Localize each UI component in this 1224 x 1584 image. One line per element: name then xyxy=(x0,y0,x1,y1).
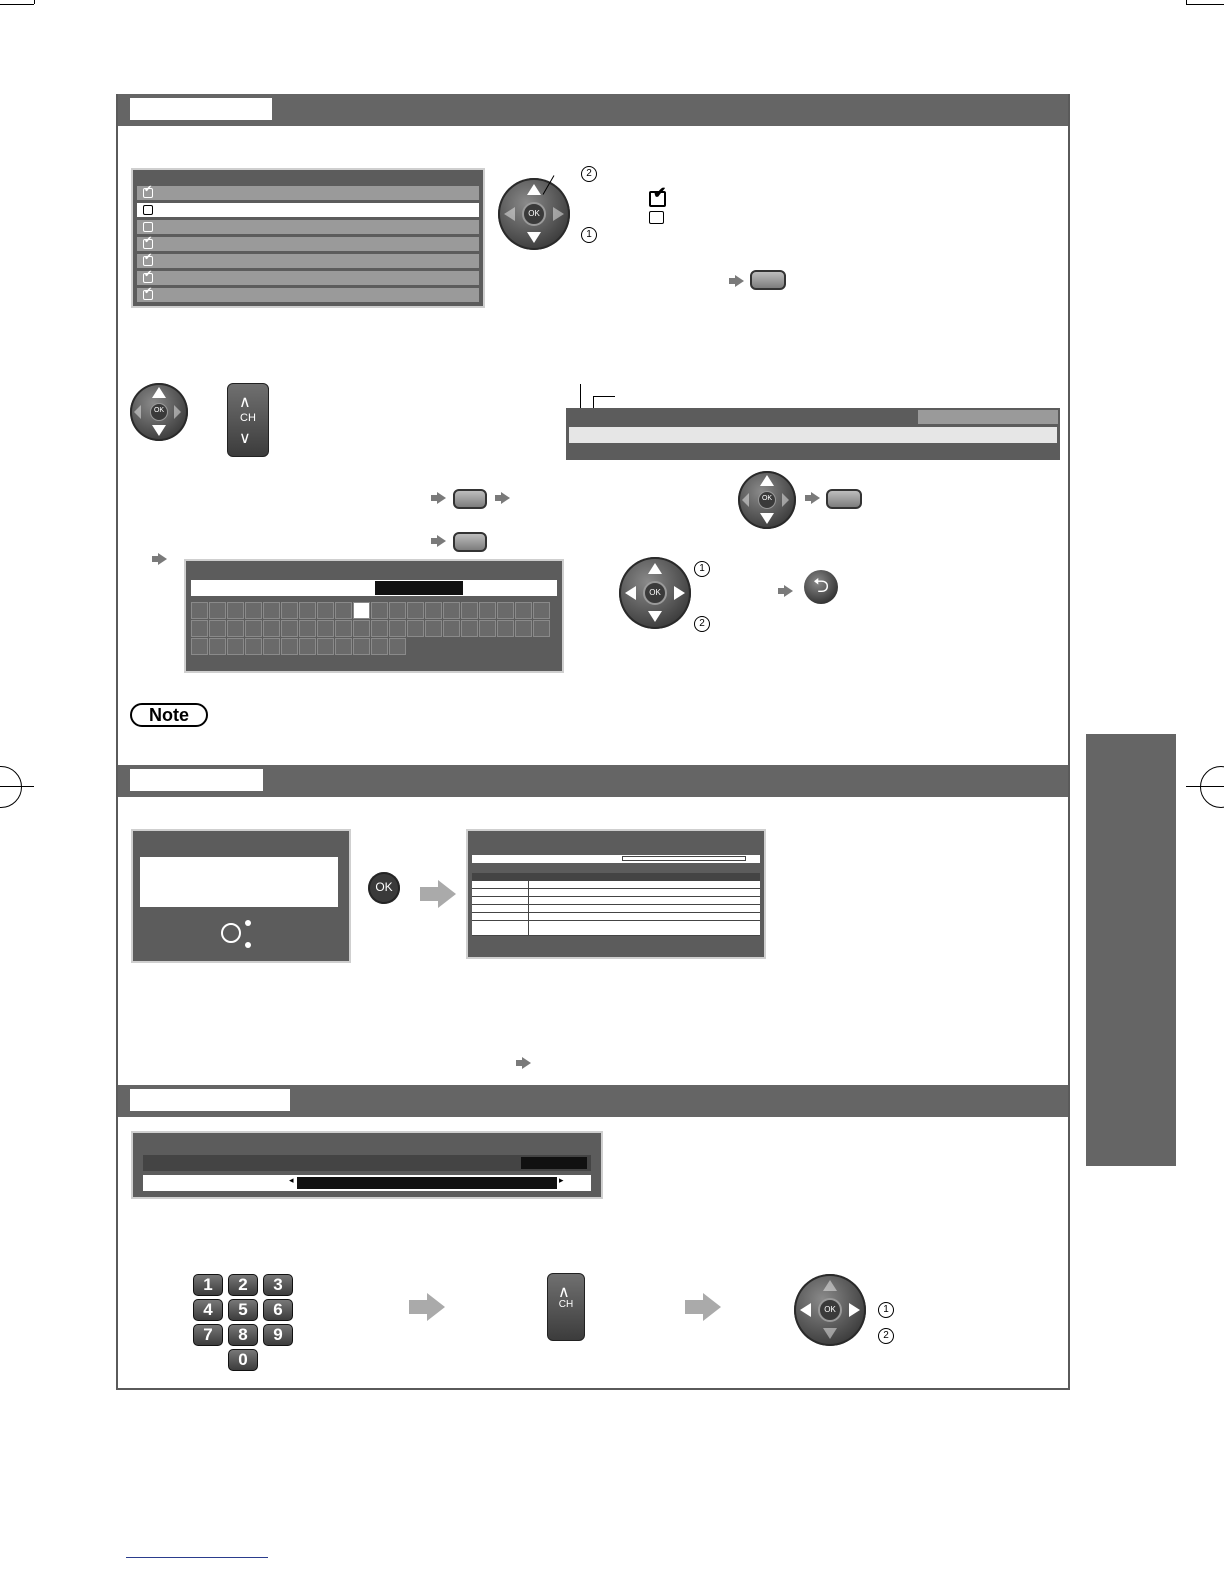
down-arrow-icon xyxy=(648,611,662,622)
character-cell[interactable] xyxy=(407,620,424,637)
character-cell[interactable] xyxy=(389,602,406,619)
character-cell[interactable] xyxy=(335,620,352,637)
section-band-1 xyxy=(118,94,1068,126)
big-arrow-icon xyxy=(703,1293,721,1321)
up-arrow-icon xyxy=(823,1280,837,1291)
ok-button[interactable]: OK xyxy=(818,1298,842,1322)
name-field xyxy=(191,580,557,596)
table-divider xyxy=(528,873,529,935)
ok-button[interactable]: OK xyxy=(369,873,399,903)
left-arrow-icon xyxy=(625,586,636,600)
number-key-0[interactable]: 0 xyxy=(228,1349,258,1371)
step-number: 2 xyxy=(694,616,710,632)
arrow-icon xyxy=(522,1057,531,1069)
arrow-icon xyxy=(437,492,446,504)
character-cell[interactable] xyxy=(245,620,262,637)
message-panel xyxy=(131,829,351,963)
character-cell[interactable] xyxy=(209,620,226,637)
selection-slider-value xyxy=(297,1177,557,1189)
down-arrow-icon xyxy=(152,425,166,436)
channel-list-panel xyxy=(131,168,485,308)
arrow-icon xyxy=(735,275,744,287)
pointer-line xyxy=(593,396,615,397)
character-cell[interactable] xyxy=(227,602,244,619)
info-bar-field xyxy=(569,427,1057,443)
character-cell[interactable] xyxy=(479,602,496,619)
arrow-icon xyxy=(811,492,820,504)
character-cell[interactable] xyxy=(389,620,406,637)
character-cell[interactable] xyxy=(515,602,532,619)
character-cell[interactable] xyxy=(371,602,388,619)
color-button[interactable] xyxy=(453,532,487,552)
character-cell[interactable] xyxy=(299,602,316,619)
color-button[interactable] xyxy=(826,489,862,509)
character-input-panel xyxy=(184,559,564,673)
status-table-panel xyxy=(466,829,766,959)
channel-list-row[interactable] xyxy=(137,271,479,285)
selection-value xyxy=(521,1157,587,1169)
character-cell[interactable] xyxy=(317,620,334,637)
ok-button[interactable]: OK xyxy=(643,581,667,605)
section-tab xyxy=(130,1089,290,1111)
checked-box-icon: ✔ xyxy=(649,191,666,207)
status-header xyxy=(472,855,760,863)
right-arrow-icon xyxy=(674,586,685,600)
arrow-icon xyxy=(158,553,167,565)
character-cell[interactable] xyxy=(353,638,370,655)
dot-icon xyxy=(245,920,251,926)
dpad[interactable] xyxy=(738,471,796,529)
number-key-5[interactable]: 5 xyxy=(228,1299,258,1321)
character-cell[interactable] xyxy=(281,620,298,637)
channel-key-label: CH xyxy=(558,1299,574,1310)
side-tab xyxy=(1086,734,1176,1166)
registration-line xyxy=(0,786,34,787)
character-cell[interactable] xyxy=(461,620,478,637)
section-band-3 xyxy=(118,1085,1068,1117)
number-key-2[interactable]: 2 xyxy=(228,1274,258,1296)
chevron-left-icon: ◂ xyxy=(289,1175,294,1185)
chevron-right-icon: ▸ xyxy=(559,1175,564,1185)
left-arrow-icon xyxy=(800,1303,811,1317)
character-cell[interactable] xyxy=(497,620,514,637)
character-cell[interactable] xyxy=(335,638,352,655)
dpad-four-way[interactable] xyxy=(619,557,691,629)
table-row xyxy=(472,913,760,921)
section-tab xyxy=(130,769,263,791)
crop-mark xyxy=(1186,0,1187,4)
channel-key-label: CH xyxy=(240,412,256,424)
up-arrow-icon xyxy=(648,563,662,574)
down-arrow-icon xyxy=(527,232,541,243)
return-button[interactable] xyxy=(804,570,838,604)
note-label: Note xyxy=(130,703,208,727)
number-key-9[interactable]: 9 xyxy=(263,1324,293,1346)
selection-panel xyxy=(131,1131,603,1199)
character-cell[interactable] xyxy=(461,602,478,619)
left-arrow-icon xyxy=(504,207,515,221)
character-grid[interactable] xyxy=(191,602,550,655)
character-cell[interactable] xyxy=(191,638,208,655)
character-cell[interactable] xyxy=(281,638,298,655)
pointer-line xyxy=(580,384,581,410)
checked-box-icon xyxy=(143,239,153,249)
character-cell[interactable] xyxy=(281,602,298,619)
info-bar-tab xyxy=(918,410,1058,424)
character-cell[interactable] xyxy=(263,602,280,619)
chevron-up-icon: ∧ xyxy=(558,1284,570,1301)
character-cell[interactable] xyxy=(191,602,208,619)
up-arrow-icon xyxy=(152,387,166,398)
character-cell[interactable] xyxy=(191,620,208,637)
up-arrow-icon xyxy=(760,475,774,486)
table-header xyxy=(472,873,760,881)
character-cell[interactable] xyxy=(227,638,244,655)
character-cell[interactable] xyxy=(371,620,388,637)
ok-button[interactable]: OK xyxy=(758,491,776,509)
left-arrow-icon xyxy=(134,405,141,419)
number-key-7[interactable]: 7 xyxy=(193,1324,223,1346)
step-number: 2 xyxy=(581,166,597,182)
character-cell[interactable] xyxy=(353,620,370,637)
table-row xyxy=(472,905,760,913)
color-button[interactable] xyxy=(453,489,487,509)
step-number: 1 xyxy=(878,1302,894,1318)
channel-list-row[interactable] xyxy=(137,254,479,268)
down-arrow-icon xyxy=(823,1328,837,1339)
registration-line xyxy=(1186,786,1224,787)
checked-box-icon xyxy=(143,256,153,266)
crop-mark xyxy=(34,0,35,4)
up-arrow-icon xyxy=(527,184,541,195)
channel-list-row[interactable] xyxy=(137,237,479,251)
channel-list-row[interactable] xyxy=(137,288,479,302)
character-cell[interactable] xyxy=(245,638,262,655)
arrow-icon xyxy=(437,535,446,547)
big-arrow-icon xyxy=(427,1293,445,1321)
unchecked-box-icon xyxy=(649,211,664,224)
table-row xyxy=(472,921,760,936)
checked-box-icon xyxy=(143,273,153,283)
right-arrow-icon xyxy=(782,493,789,507)
unchecked-box-icon xyxy=(143,205,153,215)
character-cell[interactable] xyxy=(479,620,496,637)
character-cell[interactable] xyxy=(371,638,388,655)
character-cell[interactable] xyxy=(443,620,460,637)
step-number: 2 xyxy=(878,1328,894,1344)
arrow-icon xyxy=(784,585,793,597)
character-cell[interactable] xyxy=(353,602,370,619)
dpad-up-down[interactable] xyxy=(498,178,570,250)
dpad[interactable] xyxy=(130,383,188,441)
table-row xyxy=(472,881,760,889)
right-arrow-icon xyxy=(174,405,181,419)
checked-box-icon xyxy=(143,290,153,300)
number-key-3[interactable]: 3 xyxy=(263,1274,293,1296)
number-key-6[interactable]: 6 xyxy=(263,1299,293,1321)
channel-key[interactable] xyxy=(227,383,269,457)
character-cell[interactable] xyxy=(407,602,424,619)
left-arrow-icon xyxy=(742,493,749,507)
character-cell[interactable] xyxy=(317,602,334,619)
arrow-icon xyxy=(501,492,510,504)
navigation-icon xyxy=(221,923,241,943)
table-row xyxy=(472,889,760,897)
character-cell[interactable] xyxy=(209,638,226,655)
character-cell[interactable] xyxy=(299,620,316,637)
section-band-2 xyxy=(118,765,1068,797)
step-number: 1 xyxy=(694,561,710,577)
status-field xyxy=(622,856,746,861)
color-button[interactable] xyxy=(750,270,786,290)
channel-list-row[interactable] xyxy=(137,186,479,200)
registration-mark xyxy=(0,766,22,808)
channel-list-row[interactable] xyxy=(137,220,479,234)
table-row xyxy=(472,897,760,905)
character-cell[interactable] xyxy=(389,638,406,655)
character-cell[interactable] xyxy=(245,602,262,619)
checked-box-icon xyxy=(143,188,153,198)
character-cell[interactable] xyxy=(533,602,550,619)
character-cell[interactable] xyxy=(533,620,550,637)
registration-mark xyxy=(1200,766,1224,808)
info-bar xyxy=(566,408,1060,460)
character-cell[interactable] xyxy=(209,602,226,619)
character-cell[interactable] xyxy=(317,638,334,655)
footer-underline xyxy=(126,1557,268,1558)
ok-button[interactable]: OK xyxy=(150,403,168,421)
crop-mark xyxy=(0,4,34,5)
unchecked-box-icon xyxy=(143,222,153,232)
name-field-cursor xyxy=(375,581,463,595)
character-cell[interactable] xyxy=(335,602,352,619)
chevron-up-icon: ∧ xyxy=(239,394,251,411)
number-key-4[interactable]: 4 xyxy=(193,1299,223,1321)
big-arrow-icon xyxy=(438,880,456,908)
dpad-left-right[interactable] xyxy=(794,1274,866,1346)
selection-slider[interactable] xyxy=(143,1175,591,1191)
character-cell[interactable] xyxy=(497,602,514,619)
down-arrow-icon xyxy=(760,513,774,524)
crop-mark xyxy=(1186,4,1224,5)
character-cell[interactable] xyxy=(263,638,280,655)
step-number: 1 xyxy=(581,227,597,243)
character-cell[interactable] xyxy=(299,638,316,655)
character-cell[interactable] xyxy=(263,620,280,637)
channel-key[interactable] xyxy=(547,1273,585,1341)
character-cell[interactable] xyxy=(515,620,532,637)
chevron-down-icon: ∨ xyxy=(239,430,251,447)
character-cell[interactable] xyxy=(227,620,244,637)
right-arrow-icon xyxy=(849,1303,860,1317)
right-arrow-icon xyxy=(553,207,564,221)
character-cell[interactable] xyxy=(425,620,442,637)
section-tab xyxy=(130,98,272,120)
number-key-1[interactable]: 1 xyxy=(193,1274,223,1296)
return-icon: ⮌ xyxy=(812,575,830,597)
dot-icon xyxy=(245,942,251,948)
ok-button[interactable]: OK xyxy=(522,202,546,226)
channel-list-row[interactable] xyxy=(137,203,479,217)
message-box xyxy=(140,857,338,907)
number-key-8[interactable]: 8 xyxy=(228,1324,258,1346)
character-cell[interactable] xyxy=(443,602,460,619)
selection-row xyxy=(143,1155,591,1171)
character-cell[interactable] xyxy=(425,602,442,619)
ok-button-large[interactable] xyxy=(368,872,400,904)
